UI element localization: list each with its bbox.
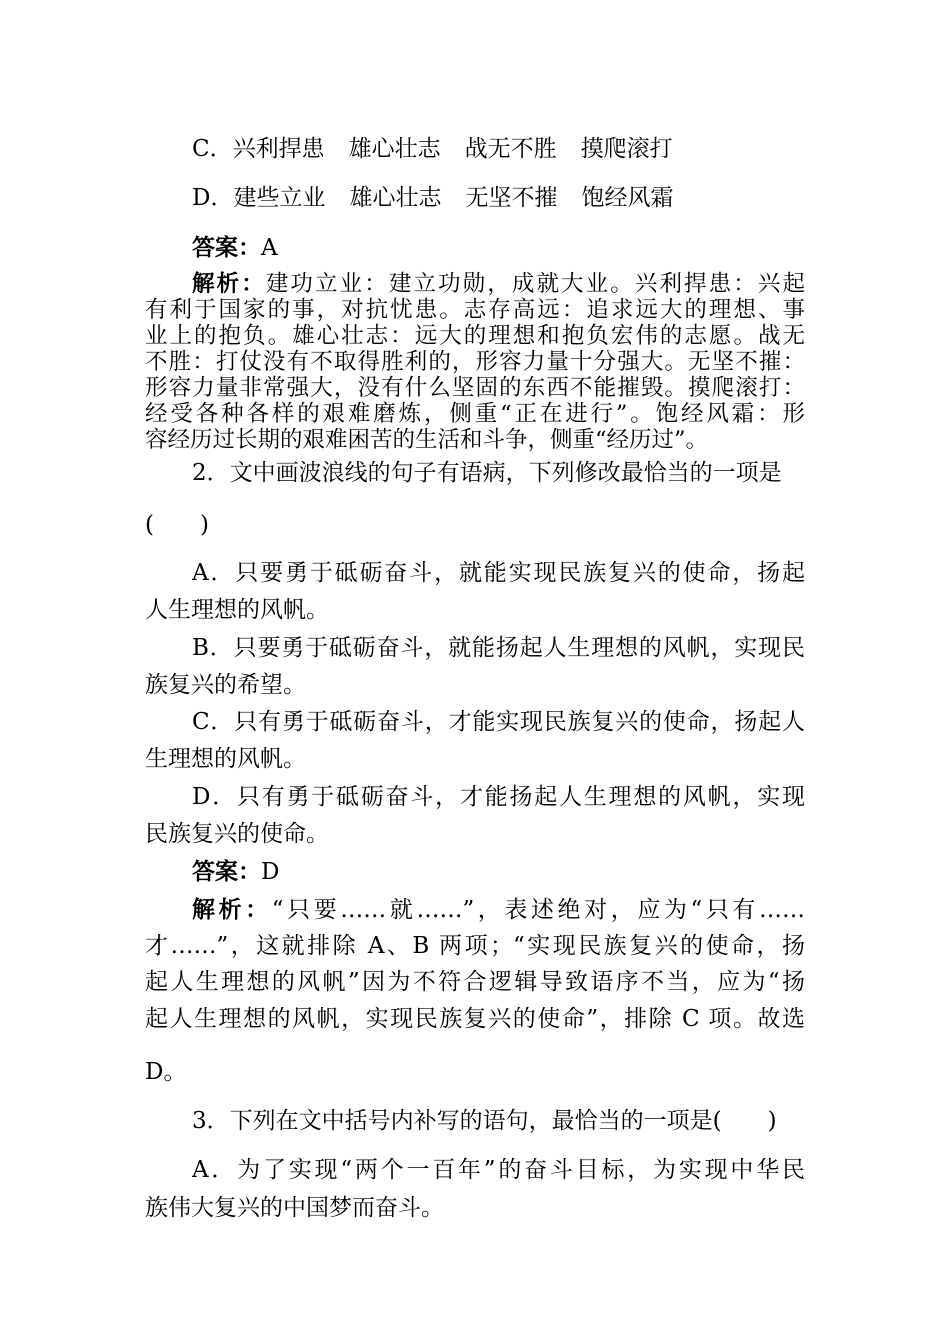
q2-analysis-line: 起人生理想的风帆”因为不符合逻辑导致语序不当，应为“扬 [145,969,805,995]
q2-option-b-cont: 族复兴的希望。 [145,672,306,698]
q1-analysis-line: 解析：建功立业：建立功勋，成就大业。兴利捍患：兴起 [192,271,805,297]
q2-option-d-cont: 民族复兴的使命。 [145,821,329,847]
q2-analysis-line: 解析：“只要……就……”，表述绝对，应为“只有…… [192,896,805,923]
q1-answer: 答案：A [192,234,278,261]
q3-option-a: A．为了实现“两个一百年”的奋斗目标，为实现中华民 [192,1157,805,1183]
q2-option-c-cont: 生理想的风帆。 [145,746,306,772]
q2-analysis-line: 起人生理想的风帆，实现民族复兴的使命”，排除 C 项。故选 [145,1006,805,1032]
q1-option-c: C．兴利捍患 雄心壮志 战无不胜 摸爬滚打 [192,136,673,162]
q2-option-a-cont: 人生理想的风帆。 [145,597,329,623]
q2-analysis-line: 才……”，这就排除 A、B 两项；“实现民族复兴的使命，扬 [145,933,805,959]
q1-option-d: D．建些立业 雄心壮志 无坚不摧 饱经风霜 [192,185,674,211]
q2-option-a: A．只要勇于砥砺奋斗，就能实现民族复兴的使命，扬起 [192,560,805,586]
q1-analysis-line: 不胜：打仗没有不取得胜利的，形容力量十分强大。无坚不摧： [145,349,805,375]
q2-option-b: B．只要勇于砥砺奋斗，就能扬起人生理想的风帆，实现民 [192,635,805,661]
q1-analysis-line: 形容力量非常强大，没有什么坚固的东西不能摧毁。摸爬滚打： [145,375,805,401]
q2-bracket: ( ) [145,512,209,538]
q1-analysis-line: 容经历过长期的艰难困苦的生活和斗争，侧重“经历过”。 [145,427,709,453]
q1-analysis-line: 业上的抱负。雄心壮志：远大的理想和抱负宏伟的志愿。战无 [145,323,805,349]
q2-option-d: D．只有勇于砥砺奋斗，才能扬起人生理想的风帆，实现 [192,784,805,810]
q2-answer: 答案：D [192,858,280,885]
q3-option-a-cont: 族伟大复兴的中国梦而奋斗。 [145,1195,444,1221]
q2-analysis-line: D。 [145,1059,187,1085]
q3-stem: 3．下列在文中括号内补写的语句，最恰当的一项是( ) [192,1108,777,1134]
q2-option-c: C．只有勇于砥砺奋斗，才能实现民族复兴的使命，扬起人 [192,709,805,735]
q1-analysis-line: 有利于国家的事，对抗忧患。志存高远：追求远大的理想、事 [145,297,805,323]
q2-stem: 2．文中画波浪线的句子有语病，下列修改最恰当的一项是 [192,460,782,486]
q1-analysis-line: 经受各种各样的艰难磨炼，侧重“正在进行”。饱经风霜：形 [145,401,805,427]
